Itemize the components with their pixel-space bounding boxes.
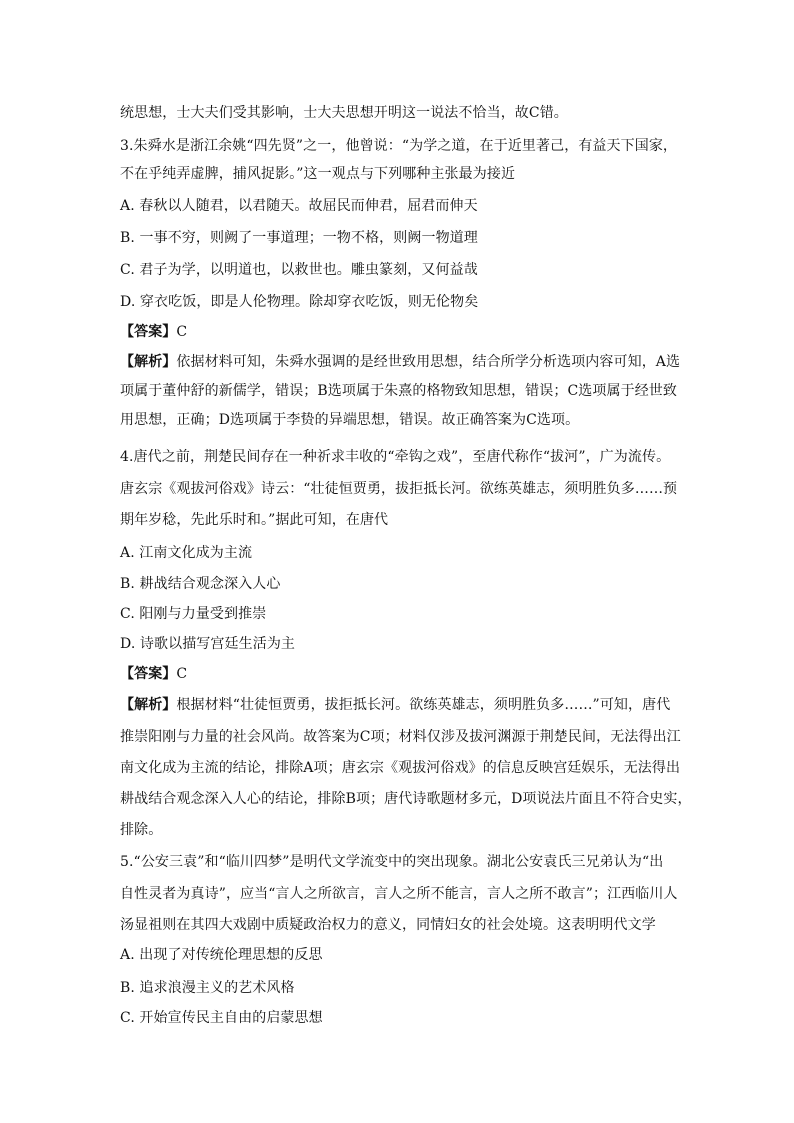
q4-stem-line-3: 期年岁稔，先此乐时和。”据此可知，在唐代: [120, 512, 389, 528]
q2-analysis-continuation: 统思想，士大夫们受其影响，士大夫思想开明这一说法不恰当，故C错。: [120, 105, 568, 121]
analysis-tag: 【解析】: [120, 354, 177, 370]
q3-stem-line-2: 不在乎纯弄虚脾，捕风捉影。”这一观点与下列哪种主张最为接近: [120, 166, 516, 182]
q4-option-d: D. 诗歌以描写宫廷生活为主: [120, 636, 296, 652]
q3-analysis-line-2: 项属于董仲舒的新儒学，错误；B选项属于朱熹的格物致知思想，错误；C选项属于经世致: [120, 383, 677, 399]
answer-value: C: [176, 324, 188, 340]
analysis-tag: 【解析】: [120, 697, 177, 713]
q4-stem-line-1: 4.唐代之前，荆楚民间存在一种祈求丰收的“牵钩之戏”，至唐代称作“拔河”，广为流传。: [120, 449, 671, 465]
q4-analysis-line-2: 推崇阳刚与力量的社会风尚。故答案为C项；材料仅涉及拔河渊源于荆楚民间，无法得出江: [120, 729, 681, 745]
q5-stem-line-3: 汤显祖则在其四大戏剧中质疑政治权力的意义，同情妇女的社会处境。这表明明代文学: [120, 917, 656, 933]
q4-option-b: B. 耕战结合观念深入人心: [120, 576, 281, 592]
q4-analysis-line-1: [120, 695, 680, 715]
q5-stem-line-2: 自性灵者为真诗”，应当“言人之所欲言，言人之所不能言，言人之所不敢言”；江西临川人: [120, 886, 678, 902]
q5-option-c: C. 开始宣传民主自由的启蒙思想: [120, 1010, 323, 1026]
q4-analysis-line-5: 排除。: [120, 822, 163, 838]
q5-option-a: A. 出现了对传统伦理思想的反思: [120, 947, 323, 963]
q3-option-d: D. 穿衣吃饭，即是人伦物理。除却穿衣吃饭，则无伦物矣: [120, 294, 479, 310]
q4-analysis-line-4: 耕战结合观念深入人心的结论，排除B项；唐代诗歌题材多元，D项说法片面且不符合史实，: [120, 791, 692, 807]
q3-option-b: B. 一事不穷，则阙了一事道理；一物不格，则阙一物道理: [120, 230, 478, 246]
q3-analysis-line-1: [120, 352, 680, 372]
q4-option-a: A. 江南文化成为主流: [120, 545, 253, 561]
q5-option-b: B. 追求浪漫主义的艺术风格: [120, 980, 295, 996]
answer-tag: 【答案】: [120, 324, 177, 340]
q4-stem-line-2: 唐玄宗《观拔河俗戏》诗云：“壮徒恒贾勇，拔拒抵长河。欲练英雄志，须明胜负多……预: [120, 481, 678, 497]
q3-answer: [120, 322, 680, 342]
answer-value: C: [176, 666, 188, 682]
q5-stem-line-1: 5.“公安三袁”和“临川四梦”是明代文学流变中的突出现象。湖北公安袁氏三兄弟认为“出: [120, 854, 664, 870]
q3-analysis-line-3: 用思想，正确；D选项属于李贽的异端思想，错误。故正确答案为C选项。: [120, 412, 580, 428]
q4-option-c: C. 阳刚与力量受到推崇: [120, 606, 267, 622]
q3-stem-line-1: 3.朱舜水是浙江余姚“四先贤”之一，他曾说：“为学之道，在于近里著己，有益天下国家，: [120, 138, 678, 154]
answer-tag: 【答案】: [120, 666, 177, 682]
analysis-text: 根据材料“壮徒恒贾勇，拔拒抵长河。欲练英雄志，须明胜负多……”可知，唐代: [176, 697, 671, 713]
q3-option-a: A. 春秋以人随君，以君随天。故屈民而伸君，屈君而伸天: [120, 198, 478, 214]
analysis-text: 依据材料可知，朱舜水强调的是经世致用思想，结合所学分析选项内容可知，A选: [176, 354, 681, 370]
q3-option-c: C. 君子为学，以明道也，以救世也。雕虫篆刻，又何益哉: [120, 262, 478, 278]
q4-answer: [120, 664, 680, 684]
q4-analysis-line-3: 南文化成为主流的结论，排除A项；唐玄宗《观拔河俗戏》的信息反映宫廷娱乐，无法得出: [120, 760, 681, 776]
